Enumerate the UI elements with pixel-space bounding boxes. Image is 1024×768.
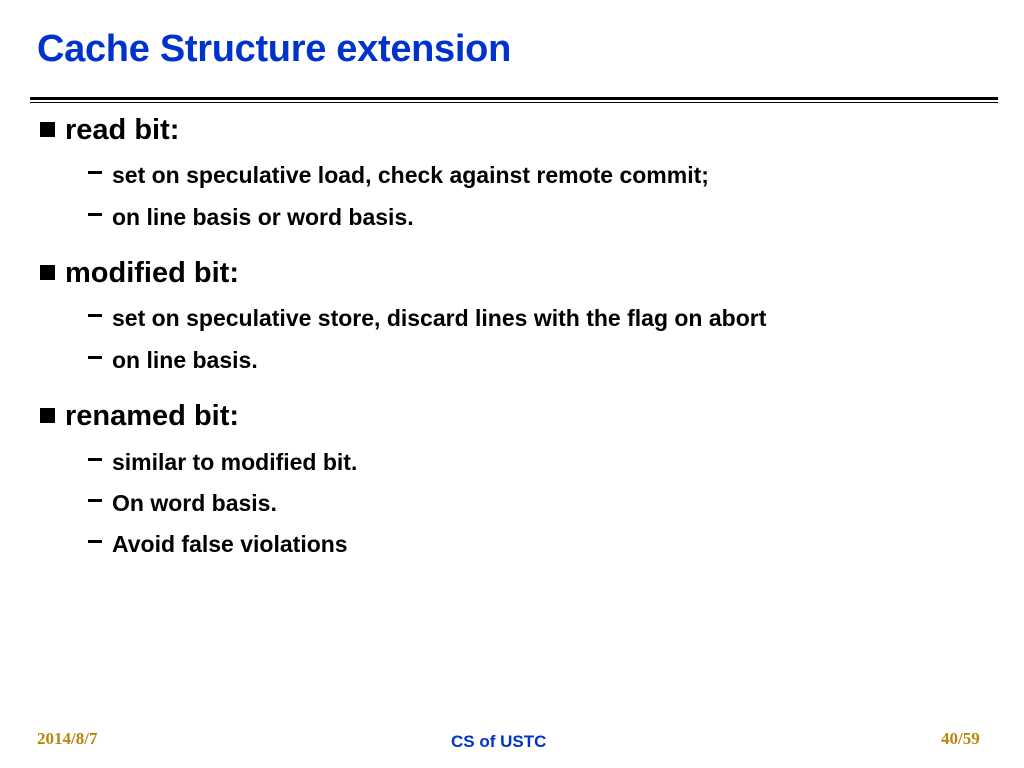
sub-bullet-text: on line basis or word basis. bbox=[112, 204, 414, 230]
bullet-heading: modified bit: bbox=[65, 257, 239, 289]
footer-page-number: 40/59 bbox=[941, 729, 980, 748]
dash-bullet-icon bbox=[88, 356, 102, 359]
footer-course: CS of USTC bbox=[451, 732, 547, 751]
sub-bullet-text: Avoid false violations bbox=[112, 531, 348, 557]
dash-bullet-icon bbox=[88, 314, 102, 317]
bullet-heading: read bit: bbox=[65, 114, 180, 146]
dash-bullet-icon bbox=[88, 458, 102, 461]
sub-bullet-text: on line basis. bbox=[112, 347, 258, 373]
square-bullet-icon bbox=[40, 408, 55, 423]
footer-date: 2014/8/7 bbox=[37, 729, 98, 748]
sub-bullet bbox=[88, 347, 258, 374]
sub-bullet-text: set on speculative load, check against remote commit; bbox=[112, 162, 709, 188]
square-bullet-icon bbox=[40, 265, 55, 280]
dash-bullet-icon bbox=[88, 213, 102, 216]
sub-bullet bbox=[88, 162, 709, 189]
dash-bullet-icon bbox=[88, 540, 102, 543]
sub-bullet bbox=[88, 490, 277, 517]
bullet-modified-bit bbox=[40, 257, 239, 290]
sub-bullet-text: On word basis. bbox=[112, 490, 277, 516]
sub-bullet bbox=[88, 449, 357, 476]
title-divider-thin bbox=[30, 102, 998, 103]
square-bullet-icon bbox=[40, 122, 55, 137]
sub-bullet bbox=[88, 305, 766, 332]
bullet-heading: renamed bit: bbox=[65, 400, 240, 432]
dash-bullet-icon bbox=[88, 171, 102, 174]
bullet-read-bit bbox=[40, 114, 179, 147]
sub-bullet bbox=[88, 531, 348, 558]
sub-bullet bbox=[88, 204, 414, 231]
bullet-renamed-bit bbox=[40, 400, 239, 433]
slide-title: Cache Structure extension bbox=[37, 28, 511, 70]
sub-bullet-text: set on speculative store, discard lines with the flag on abort bbox=[112, 305, 767, 331]
title-divider-thick bbox=[30, 97, 998, 100]
dash-bullet-icon bbox=[88, 499, 102, 502]
sub-bullet-text: similar to modified bit. bbox=[112, 449, 358, 475]
